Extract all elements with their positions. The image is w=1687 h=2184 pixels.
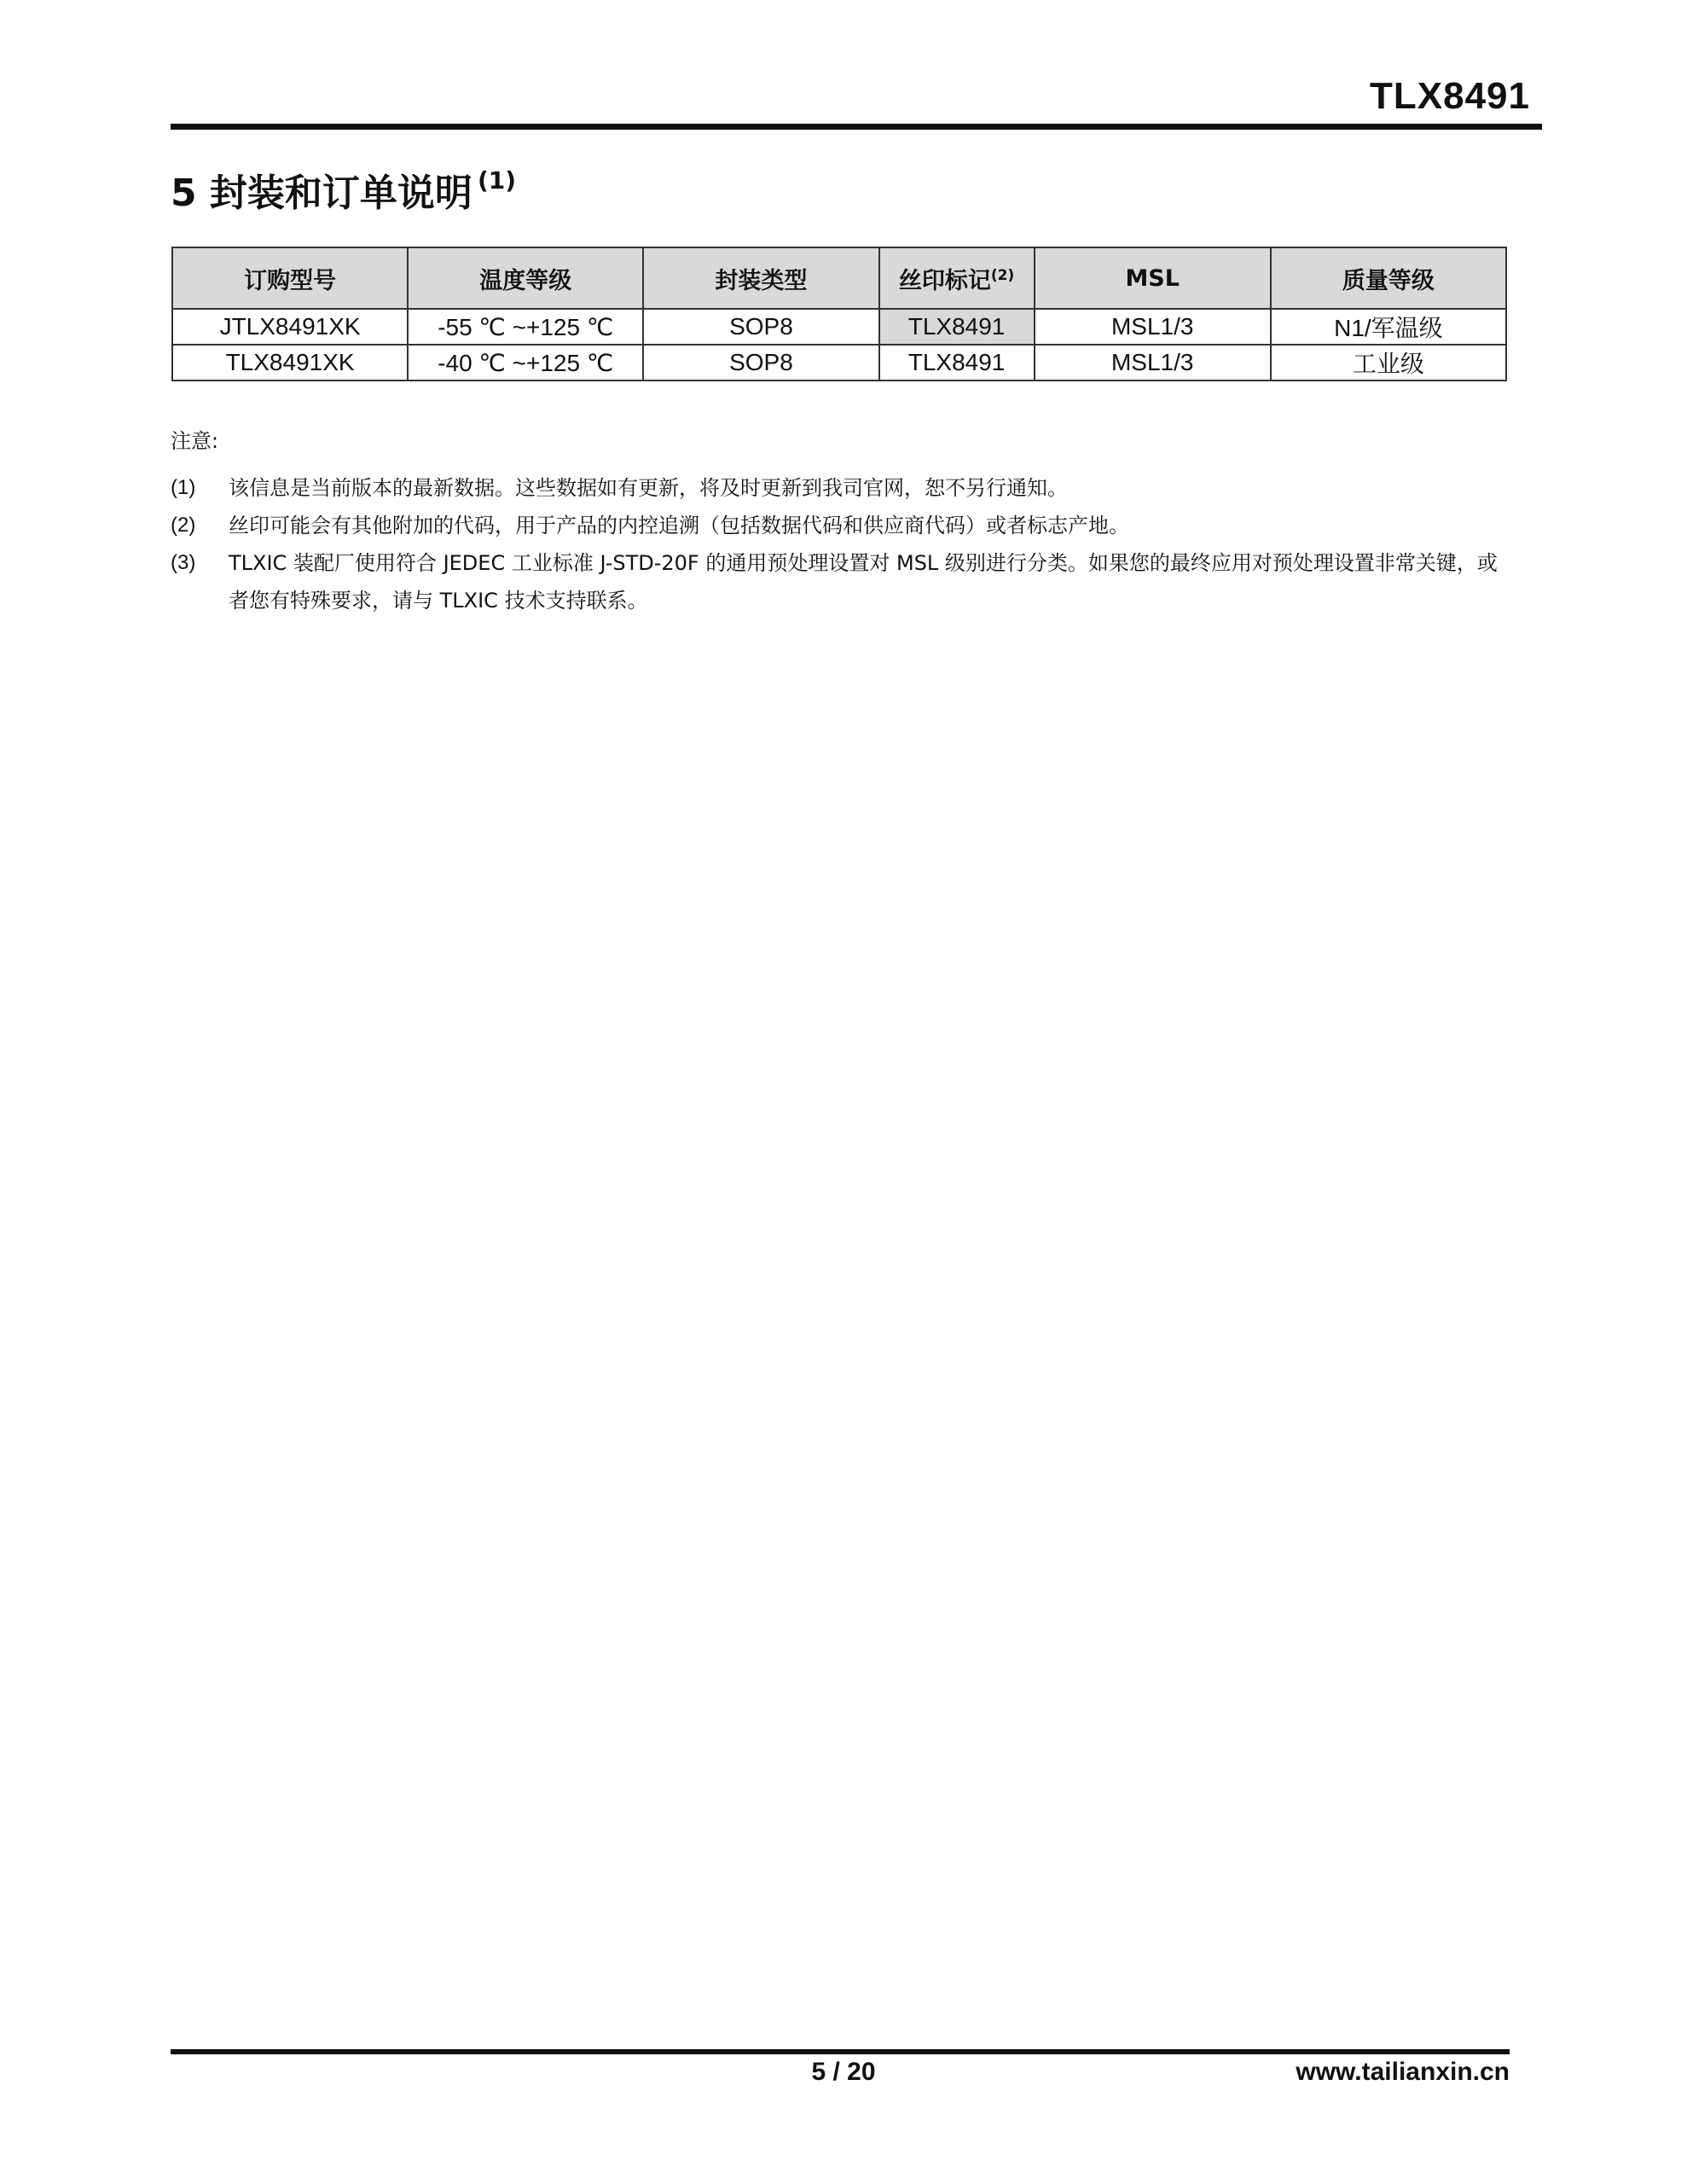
header-marking [879,247,1035,309]
note-text: TLXIC 装配厂使用符合 JEDEC 工业标准 J-STD-20F 的通用预处理设置对 MSL 级别进行分类。如果您的最终应用对预处理设置非常关键，或者您有特殊要求，请与 TLXIC 技术支持联系。 [229,551,1498,613]
table-header-row [172,247,1506,309]
note-item [171,544,1510,619]
header-quality-grade: 质量等级 [1271,247,1506,309]
cell-marking: TLX8491 [879,345,1035,380]
page-number: 5 / 20 [811,2058,876,2086]
header-marking-label: 丝印标记 [898,267,991,294]
notes-title: 注意: [171,429,219,453]
cell-package-type: SOP8 [643,345,878,380]
table-row [172,309,1506,345]
header-divider [171,124,1542,130]
note-item [171,507,1510,544]
note-text: 丝印可能会有其他附加的代码，用于产品的内控追溯（包括数据代码和供应商代码）或者标志产地。 [229,514,1129,537]
document-title: TLX8491 [1370,75,1530,117]
notes-section [171,424,1510,619]
note-number: (2) [171,514,196,537]
cell-quality-grade: N1/军温级 [1271,309,1506,345]
note-item [171,469,1510,507]
cell-msl: MSL1/3 [1035,345,1271,380]
header-package-type: 封装类型 [643,247,878,309]
section-footnote-ref: (1) [477,166,517,195]
header-msl: MSL [1035,247,1271,309]
cell-order-number: TLX8491XK [172,345,408,380]
note-number: (3) [171,551,196,574]
footer-divider [171,2049,1510,2054]
cell-msl: MSL1/3 [1035,309,1271,345]
header-order-number: 订购型号 [172,247,408,309]
note-number: (1) [171,476,196,499]
cell-temperature-grade: -55 ℃ ~+125 ℃ [408,309,643,345]
cell-marking: TLX8491 [879,309,1035,345]
cell-order-number: JTLX8491XK [172,309,408,345]
cell-package-type: SOP8 [643,309,878,345]
website-url: www.tailianxin.cn [1296,2058,1510,2086]
cell-temperature-grade: -40 ℃ ~+125 ℃ [408,345,643,380]
section-heading-text: 5 封装和订单说明 [171,171,472,215]
ordering-info-table [171,247,1507,381]
marking-footnote-ref: (2) [990,266,1015,284]
cell-quality-grade: 工业级 [1271,345,1506,380]
note-text: 该信息是当前版本的最新数据。这些数据如有更新，将及时更新到我司官网，恕不另行通知。 [229,476,1068,500]
table-row [172,345,1506,380]
header-temperature-grade: 温度等级 [408,247,643,309]
section-heading [171,162,516,217]
